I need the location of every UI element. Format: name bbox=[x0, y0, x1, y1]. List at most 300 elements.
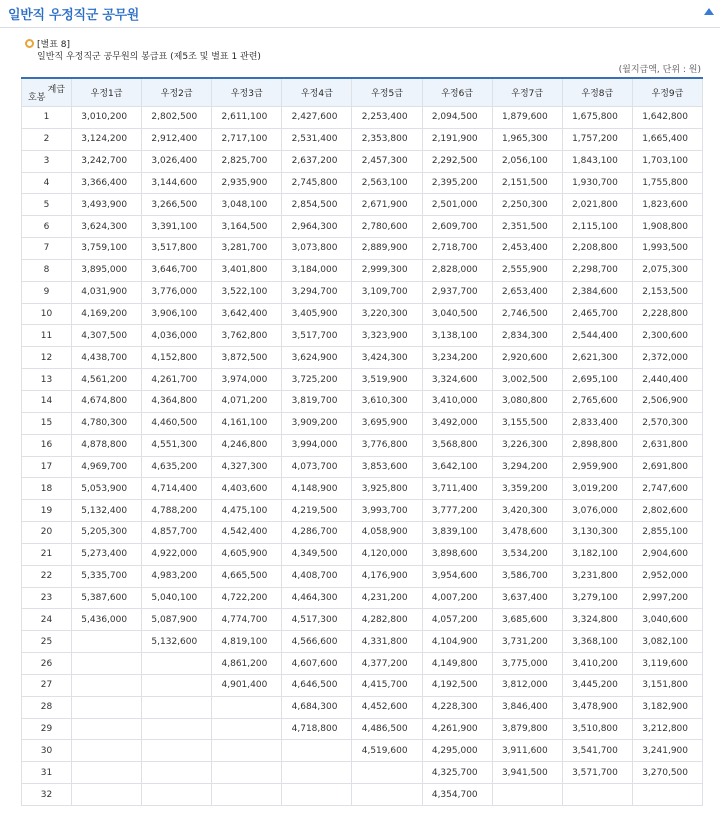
table-row bbox=[22, 347, 703, 369]
salary-cell: 2,544,400 bbox=[562, 325, 632, 347]
column-header: 우정8급 bbox=[562, 78, 632, 107]
salary-cell: 3,401,800 bbox=[212, 259, 282, 281]
salary-cell: 2,056,100 bbox=[492, 150, 562, 172]
salary-cell: 3,911,600 bbox=[492, 740, 562, 762]
salary-cell bbox=[632, 784, 702, 806]
salary-cell: 2,555,900 bbox=[492, 259, 562, 281]
salary-cell: 2,717,100 bbox=[212, 128, 282, 150]
salary-cell: 3,002,500 bbox=[492, 369, 562, 391]
salary-cell: 4,878,800 bbox=[72, 434, 142, 456]
salary-cell: 3,155,500 bbox=[492, 412, 562, 434]
salary-cell: 4,364,800 bbox=[142, 390, 212, 412]
salary-cell: 4,331,800 bbox=[352, 631, 422, 653]
salary-cell: 3,082,100 bbox=[632, 631, 702, 653]
step-number-cell: 28 bbox=[22, 696, 72, 718]
salary-cell: 2,075,300 bbox=[632, 259, 702, 281]
salary-cell bbox=[212, 696, 282, 718]
salary-cell: 2,300,600 bbox=[632, 325, 702, 347]
salary-cell: 4,354,700 bbox=[422, 784, 492, 806]
salary-cell: 3,445,200 bbox=[562, 674, 632, 696]
salary-cell: 3,493,900 bbox=[72, 194, 142, 216]
table-row bbox=[22, 478, 703, 500]
salary-cell bbox=[142, 718, 212, 740]
salary-cell: 4,176,900 bbox=[352, 565, 422, 587]
step-number-cell: 6 bbox=[22, 216, 72, 238]
salary-cell: 3,048,100 bbox=[212, 194, 282, 216]
salary-cell: 3,366,400 bbox=[72, 172, 142, 194]
salary-cell: 2,501,000 bbox=[422, 194, 492, 216]
salary-cell: 4,071,200 bbox=[212, 390, 282, 412]
salary-cell: 2,964,300 bbox=[282, 216, 352, 238]
salary-cell: 3,109,700 bbox=[352, 281, 422, 303]
column-header: 우정7급 bbox=[492, 78, 562, 107]
salary-cell: 1,823,600 bbox=[632, 194, 702, 216]
salary-cell: 2,506,900 bbox=[632, 390, 702, 412]
salary-cell: 3,184,000 bbox=[282, 259, 352, 281]
step-number-cell: 26 bbox=[22, 653, 72, 675]
salary-cell: 4,857,700 bbox=[142, 522, 212, 544]
table-row bbox=[22, 107, 703, 129]
salary-cell: 3,231,800 bbox=[562, 565, 632, 587]
salary-cell: 4,607,600 bbox=[282, 653, 352, 675]
salary-cell: 3,324,600 bbox=[422, 369, 492, 391]
table-row bbox=[22, 718, 703, 740]
salary-cell: 5,387,600 bbox=[72, 587, 142, 609]
salary-cell: 4,551,300 bbox=[142, 434, 212, 456]
table-row bbox=[22, 412, 703, 434]
salary-cell: 4,327,300 bbox=[212, 456, 282, 478]
salary-cell: 3,420,300 bbox=[492, 500, 562, 522]
table-row bbox=[22, 434, 703, 456]
pay-scale-table bbox=[21, 77, 703, 806]
salary-cell: 3,119,600 bbox=[632, 653, 702, 675]
salary-cell: 3,571,700 bbox=[562, 762, 632, 784]
salary-cell: 3,762,800 bbox=[212, 325, 282, 347]
salary-cell: 3,695,900 bbox=[352, 412, 422, 434]
salary-cell: 4,542,400 bbox=[212, 522, 282, 544]
salary-cell: 4,969,700 bbox=[72, 456, 142, 478]
salary-cell: 4,403,600 bbox=[212, 478, 282, 500]
salary-cell: 3,492,000 bbox=[422, 412, 492, 434]
salary-cell: 5,087,900 bbox=[142, 609, 212, 631]
appendix-label: [별표 8] bbox=[37, 40, 70, 50]
salary-cell: 3,941,500 bbox=[492, 762, 562, 784]
salary-cell: 3,182,900 bbox=[632, 696, 702, 718]
step-number-cell: 15 bbox=[22, 412, 72, 434]
salary-cell: 4,036,000 bbox=[142, 325, 212, 347]
salary-cell bbox=[142, 696, 212, 718]
circle-bullet-icon bbox=[25, 39, 34, 48]
salary-cell: 3,270,500 bbox=[632, 762, 702, 784]
salary-cell: 2,250,300 bbox=[492, 194, 562, 216]
salary-cell: 3,076,000 bbox=[562, 500, 632, 522]
salary-cell: 4,161,100 bbox=[212, 412, 282, 434]
salary-cell: 3,324,800 bbox=[562, 609, 632, 631]
salary-cell: 3,642,400 bbox=[212, 303, 282, 325]
collapse-up-icon[interactable] bbox=[704, 8, 714, 15]
salary-cell: 4,007,200 bbox=[422, 587, 492, 609]
salary-cell: 3,026,400 bbox=[142, 150, 212, 172]
unit-note: (월지급액, 단위 : 원) bbox=[618, 65, 701, 75]
salary-cell: 2,457,300 bbox=[352, 150, 422, 172]
salary-cell: 5,053,900 bbox=[72, 478, 142, 500]
corner-header-cell bbox=[22, 78, 72, 107]
salary-cell: 2,292,500 bbox=[422, 150, 492, 172]
step-number-cell: 5 bbox=[22, 194, 72, 216]
salary-cell: 3,568,800 bbox=[422, 434, 492, 456]
step-number-cell: 20 bbox=[22, 522, 72, 544]
salary-cell bbox=[72, 740, 142, 762]
step-number-cell: 27 bbox=[22, 674, 72, 696]
salary-cell: 4,192,500 bbox=[422, 674, 492, 696]
step-number-cell: 14 bbox=[22, 390, 72, 412]
salary-cell: 4,452,600 bbox=[352, 696, 422, 718]
step-number-cell: 30 bbox=[22, 740, 72, 762]
salary-cell bbox=[72, 674, 142, 696]
salary-cell: 2,691,800 bbox=[632, 456, 702, 478]
salary-cell: 4,261,900 bbox=[422, 718, 492, 740]
salary-cell: 1,755,800 bbox=[632, 172, 702, 194]
step-number-cell: 17 bbox=[22, 456, 72, 478]
step-number-cell: 32 bbox=[22, 784, 72, 806]
salary-cell: 3,846,400 bbox=[492, 696, 562, 718]
salary-cell: 3,522,100 bbox=[212, 281, 282, 303]
salary-cell: 4,169,200 bbox=[72, 303, 142, 325]
grade-axis-label: 계급 bbox=[47, 85, 65, 95]
salary-cell: 2,912,400 bbox=[142, 128, 212, 150]
table-header-row bbox=[22, 78, 703, 107]
salary-cell: 2,151,500 bbox=[492, 172, 562, 194]
salary-cell: 2,384,600 bbox=[562, 281, 632, 303]
salary-cell: 4,120,000 bbox=[352, 543, 422, 565]
table-caption bbox=[21, 37, 703, 63]
step-number-cell: 13 bbox=[22, 369, 72, 391]
salary-cell bbox=[72, 718, 142, 740]
salary-cell: 3,517,700 bbox=[282, 325, 352, 347]
table-row bbox=[22, 587, 703, 609]
salary-cell: 3,040,500 bbox=[422, 303, 492, 325]
salary-cell: 4,295,000 bbox=[422, 740, 492, 762]
salary-cell: 2,834,300 bbox=[492, 325, 562, 347]
salary-cell: 3,685,600 bbox=[492, 609, 562, 631]
table-row bbox=[22, 631, 703, 653]
salary-cell: 2,999,300 bbox=[352, 259, 422, 281]
salary-cell: 4,104,900 bbox=[422, 631, 492, 653]
step-axis-label: 호봉 bbox=[28, 93, 46, 103]
salary-cell: 3,241,900 bbox=[632, 740, 702, 762]
salary-cell: 3,405,900 bbox=[282, 303, 352, 325]
salary-cell: 1,642,800 bbox=[632, 107, 702, 129]
table-row bbox=[22, 674, 703, 696]
salary-cell: 3,478,600 bbox=[492, 522, 562, 544]
salary-cell: 2,765,600 bbox=[562, 390, 632, 412]
salary-cell: 1,930,700 bbox=[562, 172, 632, 194]
salary-cell: 2,440,400 bbox=[632, 369, 702, 391]
step-number-cell: 22 bbox=[22, 565, 72, 587]
salary-cell: 3,242,700 bbox=[72, 150, 142, 172]
step-number-cell: 29 bbox=[22, 718, 72, 740]
salary-cell: 3,130,300 bbox=[562, 522, 632, 544]
salary-cell: 3,642,100 bbox=[422, 456, 492, 478]
salary-cell bbox=[282, 784, 352, 806]
table-row bbox=[22, 281, 703, 303]
salary-cell: 4,780,300 bbox=[72, 412, 142, 434]
salary-cell bbox=[562, 784, 632, 806]
salary-cell: 4,674,800 bbox=[72, 390, 142, 412]
salary-cell: 4,684,300 bbox=[282, 696, 352, 718]
salary-cell: 3,478,900 bbox=[562, 696, 632, 718]
step-number-cell: 24 bbox=[22, 609, 72, 631]
table-row bbox=[22, 522, 703, 544]
salary-cell: 3,138,100 bbox=[422, 325, 492, 347]
salary-cell: 3,954,600 bbox=[422, 565, 492, 587]
salary-cell: 3,777,200 bbox=[422, 500, 492, 522]
salary-cell: 4,635,200 bbox=[142, 456, 212, 478]
salary-cell: 4,261,700 bbox=[142, 369, 212, 391]
salary-cell: 2,531,400 bbox=[282, 128, 352, 150]
salary-cell bbox=[142, 674, 212, 696]
salary-cell bbox=[212, 784, 282, 806]
salary-cell: 2,621,300 bbox=[562, 347, 632, 369]
salary-cell: 4,438,700 bbox=[72, 347, 142, 369]
salary-cell: 2,372,000 bbox=[632, 347, 702, 369]
salary-cell: 2,745,800 bbox=[282, 172, 352, 194]
table-title: 일반직 우정직군 공무원의 봉급표 (제5조 및 별표 1 관련) bbox=[37, 52, 261, 62]
table-row bbox=[22, 172, 703, 194]
table-row bbox=[22, 565, 703, 587]
salary-cell: 3,040,600 bbox=[632, 609, 702, 631]
salary-cell: 5,205,300 bbox=[72, 522, 142, 544]
salary-cell: 3,234,200 bbox=[422, 347, 492, 369]
salary-cell: 3,359,200 bbox=[492, 478, 562, 500]
salary-cell: 4,057,200 bbox=[422, 609, 492, 631]
salary-cell bbox=[212, 762, 282, 784]
salary-cell: 2,959,900 bbox=[562, 456, 632, 478]
table-row bbox=[22, 740, 703, 762]
salary-cell: 4,031,900 bbox=[72, 281, 142, 303]
salary-cell: 3,624,900 bbox=[282, 347, 352, 369]
salary-cell: 4,152,800 bbox=[142, 347, 212, 369]
salary-cell: 2,465,700 bbox=[562, 303, 632, 325]
salary-cell: 3,534,200 bbox=[492, 543, 562, 565]
step-number-cell: 2 bbox=[22, 128, 72, 150]
table-row bbox=[22, 238, 703, 260]
salary-cell: 2,611,100 bbox=[212, 107, 282, 129]
salary-cell: 4,073,700 bbox=[282, 456, 352, 478]
salary-cell: 2,889,900 bbox=[352, 238, 422, 260]
salary-cell: 3,925,800 bbox=[352, 478, 422, 500]
salary-cell: 3,517,800 bbox=[142, 238, 212, 260]
salary-cell bbox=[142, 653, 212, 675]
salary-cell: 1,993,500 bbox=[632, 238, 702, 260]
salary-cell: 3,144,600 bbox=[142, 172, 212, 194]
salary-cell: 3,906,100 bbox=[142, 303, 212, 325]
salary-cell: 3,220,300 bbox=[352, 303, 422, 325]
salary-cell: 3,776,800 bbox=[352, 434, 422, 456]
step-number-cell: 31 bbox=[22, 762, 72, 784]
salary-cell: 2,802,500 bbox=[142, 107, 212, 129]
salary-cell: 1,843,100 bbox=[562, 150, 632, 172]
salary-cell: 4,415,700 bbox=[352, 674, 422, 696]
salary-cell: 3,073,800 bbox=[282, 238, 352, 260]
salary-cell: 2,904,600 bbox=[632, 543, 702, 565]
salary-cell: 2,952,000 bbox=[632, 565, 702, 587]
step-number-cell: 12 bbox=[22, 347, 72, 369]
salary-cell bbox=[72, 696, 142, 718]
salary-cell: 2,828,000 bbox=[422, 259, 492, 281]
salary-cell: 3,586,700 bbox=[492, 565, 562, 587]
salary-cell: 4,282,800 bbox=[352, 609, 422, 631]
salary-cell: 3,182,100 bbox=[562, 543, 632, 565]
salary-cell: 3,725,200 bbox=[282, 369, 352, 391]
salary-cell: 2,453,400 bbox=[492, 238, 562, 260]
salary-cell: 4,231,200 bbox=[352, 587, 422, 609]
step-number-cell: 9 bbox=[22, 281, 72, 303]
salary-cell: 3,898,600 bbox=[422, 543, 492, 565]
salary-cell: 3,775,000 bbox=[492, 653, 562, 675]
step-number-cell: 10 bbox=[22, 303, 72, 325]
salary-cell: 4,722,200 bbox=[212, 587, 282, 609]
salary-cell: 3,974,000 bbox=[212, 369, 282, 391]
salary-cell: 3,281,700 bbox=[212, 238, 282, 260]
salary-cell: 3,266,500 bbox=[142, 194, 212, 216]
salary-cell: 4,646,500 bbox=[282, 674, 352, 696]
table-row bbox=[22, 303, 703, 325]
salary-cell: 3,519,900 bbox=[352, 369, 422, 391]
salary-cell bbox=[352, 762, 422, 784]
section-header[interactable] bbox=[0, 0, 720, 28]
salary-cell: 3,909,200 bbox=[282, 412, 352, 434]
salary-cell bbox=[212, 740, 282, 762]
salary-cell: 2,695,100 bbox=[562, 369, 632, 391]
salary-cell: 4,774,700 bbox=[212, 609, 282, 631]
salary-cell bbox=[352, 784, 422, 806]
salary-cell: 3,819,700 bbox=[282, 390, 352, 412]
salary-cell: 1,665,400 bbox=[632, 128, 702, 150]
salary-cell: 4,983,200 bbox=[142, 565, 212, 587]
salary-cell: 5,273,400 bbox=[72, 543, 142, 565]
column-header: 우정3급 bbox=[212, 78, 282, 107]
salary-cell: 4,665,500 bbox=[212, 565, 282, 587]
salary-cell: 4,517,300 bbox=[282, 609, 352, 631]
salary-cell: 4,325,700 bbox=[422, 762, 492, 784]
salary-cell bbox=[142, 762, 212, 784]
salary-cell: 4,486,500 bbox=[352, 718, 422, 740]
salary-cell: 4,377,200 bbox=[352, 653, 422, 675]
salary-cell: 3,624,300 bbox=[72, 216, 142, 238]
salary-cell: 3,637,400 bbox=[492, 587, 562, 609]
salary-cell: 2,935,900 bbox=[212, 172, 282, 194]
salary-cell: 4,561,200 bbox=[72, 369, 142, 391]
salary-cell bbox=[492, 784, 562, 806]
salary-cell: 2,718,700 bbox=[422, 238, 492, 260]
salary-cell: 3,323,900 bbox=[352, 325, 422, 347]
salary-cell bbox=[72, 784, 142, 806]
salary-cell: 2,997,200 bbox=[632, 587, 702, 609]
salary-cell: 2,855,100 bbox=[632, 522, 702, 544]
salary-cell bbox=[282, 740, 352, 762]
table-row bbox=[22, 369, 703, 391]
salary-cell: 3,294,200 bbox=[492, 456, 562, 478]
salary-cell: 3,212,800 bbox=[632, 718, 702, 740]
table-row bbox=[22, 653, 703, 675]
salary-cell: 3,646,700 bbox=[142, 259, 212, 281]
salary-cell: 2,570,300 bbox=[632, 412, 702, 434]
salary-cell: 2,854,500 bbox=[282, 194, 352, 216]
table-row bbox=[22, 216, 703, 238]
salary-cell bbox=[142, 740, 212, 762]
salary-cell: 3,731,200 bbox=[492, 631, 562, 653]
step-number-cell: 23 bbox=[22, 587, 72, 609]
salary-cell: 1,675,800 bbox=[562, 107, 632, 129]
salary-cell: 4,219,500 bbox=[282, 500, 352, 522]
salary-cell: 2,115,100 bbox=[562, 216, 632, 238]
salary-cell: 3,853,600 bbox=[352, 456, 422, 478]
step-number-cell: 1 bbox=[22, 107, 72, 129]
salary-cell: 5,436,000 bbox=[72, 609, 142, 631]
table-row bbox=[22, 500, 703, 522]
salary-cell: 2,395,200 bbox=[422, 172, 492, 194]
step-number-cell: 4 bbox=[22, 172, 72, 194]
table-body bbox=[22, 107, 703, 806]
step-number-cell: 11 bbox=[22, 325, 72, 347]
salary-cell: 3,510,800 bbox=[562, 718, 632, 740]
salary-cell: 3,010,200 bbox=[72, 107, 142, 129]
salary-cell: 4,148,900 bbox=[282, 478, 352, 500]
salary-cell bbox=[72, 653, 142, 675]
salary-cell: 2,609,700 bbox=[422, 216, 492, 238]
salary-cell: 2,253,400 bbox=[352, 107, 422, 129]
salary-cell: 2,021,800 bbox=[562, 194, 632, 216]
salary-cell: 4,228,300 bbox=[422, 696, 492, 718]
salary-cell bbox=[72, 631, 142, 653]
salary-cell bbox=[72, 762, 142, 784]
salary-cell: 3,019,200 bbox=[562, 478, 632, 500]
salary-cell bbox=[212, 718, 282, 740]
salary-cell: 3,812,000 bbox=[492, 674, 562, 696]
salary-cell: 4,286,700 bbox=[282, 522, 352, 544]
salary-cell: 4,058,900 bbox=[352, 522, 422, 544]
salary-cell: 2,228,800 bbox=[632, 303, 702, 325]
salary-cell: 3,226,300 bbox=[492, 434, 562, 456]
column-header: 우정5급 bbox=[352, 78, 422, 107]
salary-cell: 5,040,100 bbox=[142, 587, 212, 609]
salary-cell: 2,094,500 bbox=[422, 107, 492, 129]
salary-cell: 2,427,600 bbox=[282, 107, 352, 129]
salary-cell: 4,605,900 bbox=[212, 543, 282, 565]
salary-cell: 2,898,800 bbox=[562, 434, 632, 456]
table-row bbox=[22, 696, 703, 718]
salary-cell: 4,714,400 bbox=[142, 478, 212, 500]
salary-cell: 1,703,100 bbox=[632, 150, 702, 172]
salary-cell: 2,671,900 bbox=[352, 194, 422, 216]
salary-cell: 1,965,300 bbox=[492, 128, 562, 150]
salary-cell: 2,351,500 bbox=[492, 216, 562, 238]
salary-cell: 4,475,100 bbox=[212, 500, 282, 522]
salary-cell: 3,279,100 bbox=[562, 587, 632, 609]
salary-cell: 3,080,800 bbox=[492, 390, 562, 412]
table-row bbox=[22, 609, 703, 631]
salary-cell: 3,993,700 bbox=[352, 500, 422, 522]
table-row bbox=[22, 194, 703, 216]
salary-cell: 5,335,700 bbox=[72, 565, 142, 587]
salary-cell: 2,825,700 bbox=[212, 150, 282, 172]
salary-cell: 3,151,800 bbox=[632, 674, 702, 696]
salary-cell: 2,747,600 bbox=[632, 478, 702, 500]
salary-cell: 3,294,700 bbox=[282, 281, 352, 303]
table-row bbox=[22, 762, 703, 784]
salary-cell: 4,922,000 bbox=[142, 543, 212, 565]
